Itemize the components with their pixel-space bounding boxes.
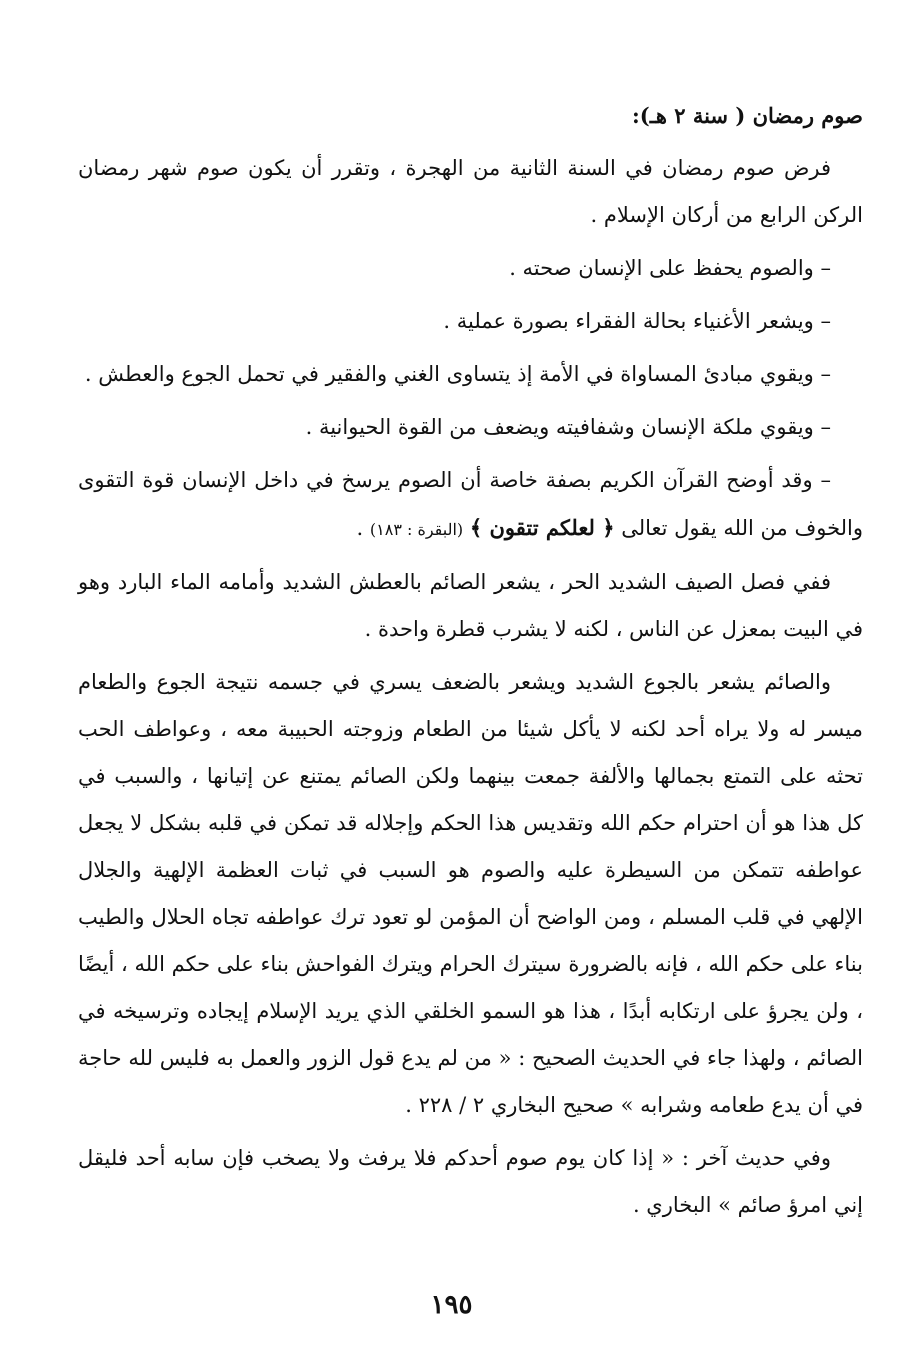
hunger-paragraph: والصائم يشعر بالجوع الشديد ويشعر بالضعف يسري في جسمه نتيجة الجوع والطعام ميسر له ولا يراه أحد لكنه لا يأكل شيئا من الطعام وزوجته الحبيبة معه ، وعواطف الحب تحثه على التمتع بجمالها والألفة جمعت بينهما ولكن الصائم يمتنع عن إتيانها ، والسبب في كل هذا هو أن احترام حكم الله وتقديس هذا الحكم وإجلاله قد تمكن في قلبه بشكل لا يجعل عواطفه تتمكن من السيطرة عليه والصوم هو السبب في ثبات العظمة الإلهية والجلال الإلهي في قلب المسلم ، ومن الواضح أن المؤمن لو تعود ترك عواطفه تجاه الحلال والطيب بناء على حكم الله ، فإنه بالضرورة سيترك الحرام ويترك الفواحش بناء على حكم الله ، أيضًا ، ولن يجرؤ على ارتكابه أبدًا ، هذا هو السمو الخلقي الذي يريد الإسلام إيجاده وترسيخه في الصائم ، ولهذا جاء في الحديث الصحيح : « من لم يدع قول الزور والعمل به فليس لله حاجة في أن يدع طعامه وشرابه » صحيح البخاري ٢ / ٢٢٨ . — [78, 670, 863, 1117]
quran-verse: ﴿ لعلكم تتقون ﴾ — [469, 515, 615, 540]
page-number: ١٩٥ — [430, 1290, 473, 1320]
bullet-item: – والصوم يحفظ على الإنسان صحته . — [509, 256, 831, 280]
section-heading: صوم رمضان ( سنة ٢ هـ): — [632, 103, 863, 128]
hadith-paragraph: وفي حديث آخر : « إذا كان يوم صوم أحدكم فلا يرفث ولا يصخب فإن سابه أحد فليقل إني امرؤ صائم » البخاري . — [78, 1146, 863, 1217]
page-body — [78, 92, 863, 1235]
intro-paragraph: فرض صوم رمضان في السنة الثانية من الهجرة ، وتقرر أن يكون صوم شهر رمضان الركن الرابع من أركان الإسلام . — [78, 156, 863, 227]
summer-paragraph: ففي فصل الصيف الشديد الحر ، يشعر الصائم بالعطش الشديد وأمامه الماء البارد وهو في البيت بمعزل عن الناس ، لكنه لا يشرب قطرة واحدة . — [78, 570, 863, 641]
bullet-item-quran — [78, 457, 863, 553]
verse-reference: (البقرة : ١٨٣) — [369, 520, 464, 539]
bullet-item: – ويقوي مبادئ المساواة في الأمة إذ يتساوى الغني والفقير في تحمل الجوع والعطش . — [84, 362, 831, 386]
bullet5-end: . — [356, 516, 370, 540]
bullet5-text: – وقد أوضح القرآن الكريم بصفة خاصة أن الصوم يرسخ في داخل الإنسان قوة التقوى والخوف من الله يقول تعالى — [78, 468, 863, 540]
bullet-item: – ويقوي ملكة الإنسان وشفافيته ويضعف من القوة الحيوانية . — [305, 415, 831, 439]
bullet-item: – ويشعر الأغنياء بحالة الفقراء بصورة عملية . — [443, 309, 831, 333]
